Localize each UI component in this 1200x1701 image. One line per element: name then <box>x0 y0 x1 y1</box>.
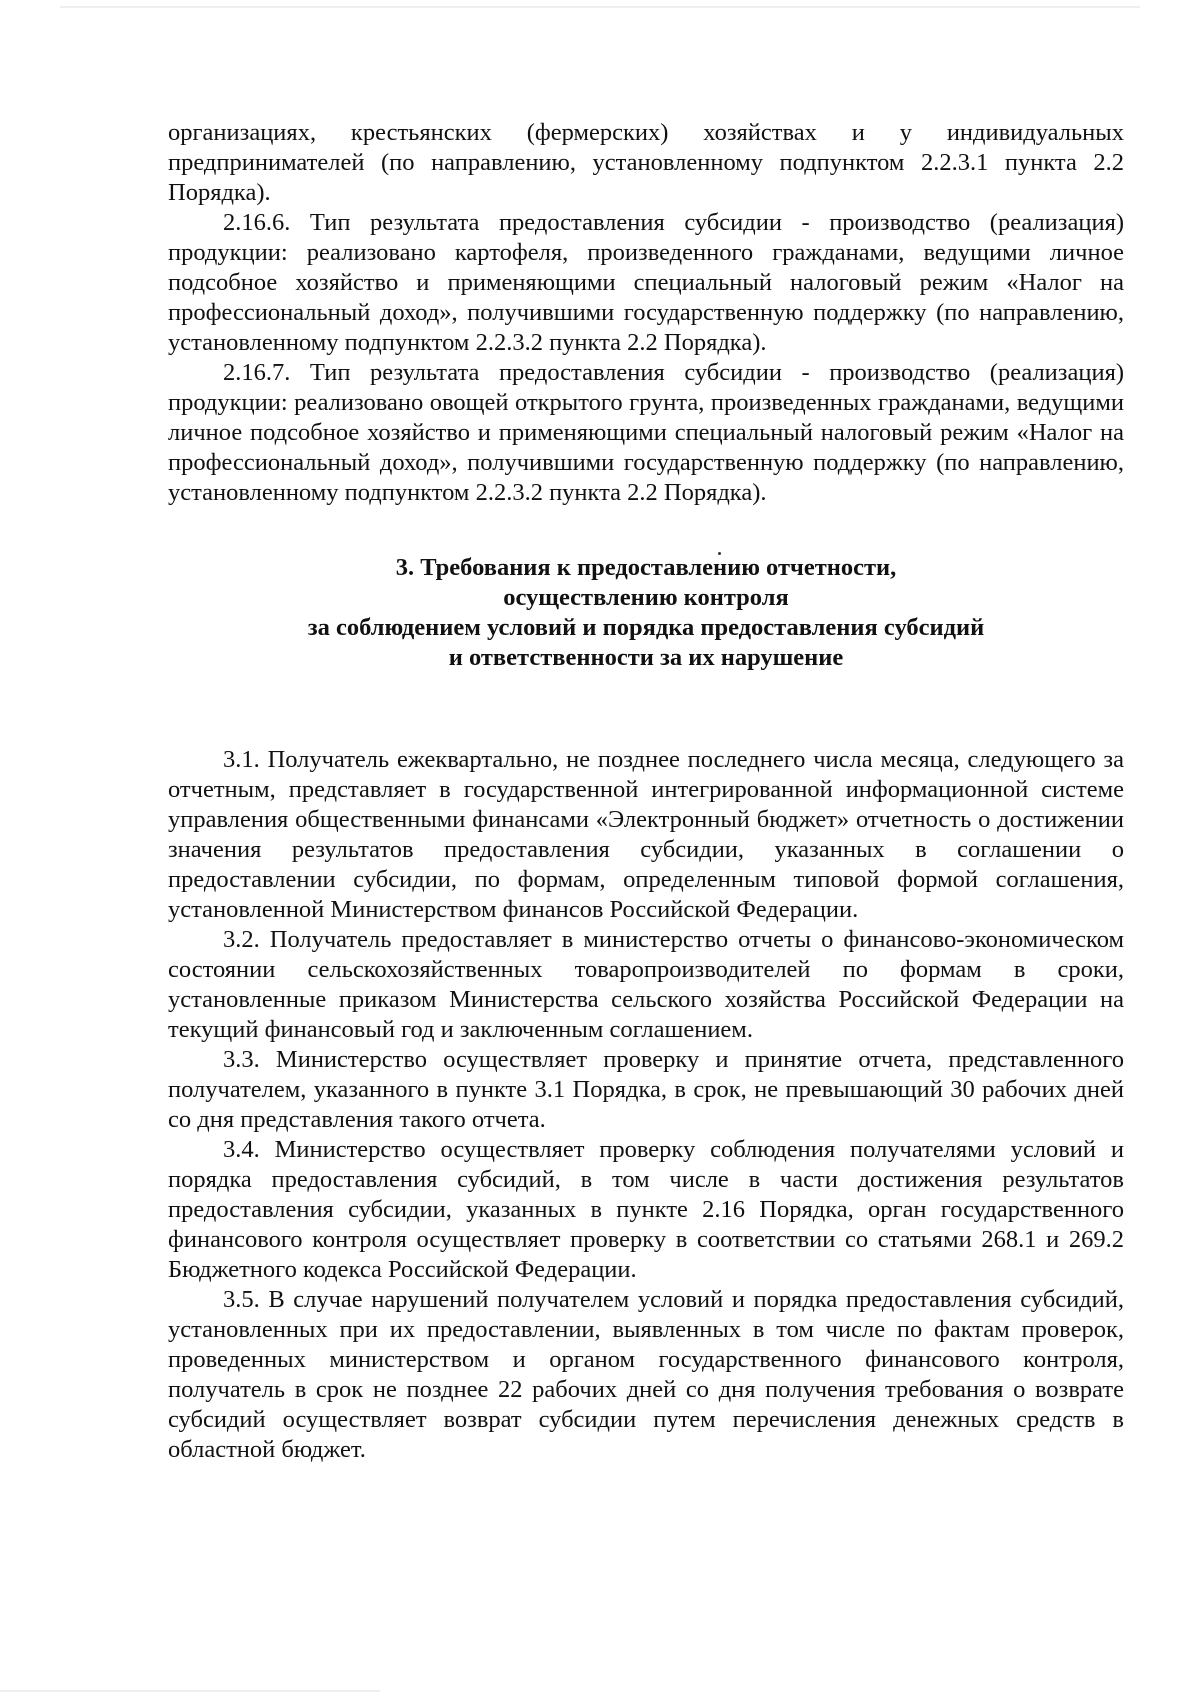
paragraph-3-3: 3.3. Министерство осуществляет проверку и принятие отчета, представленного получателем, указанного в пункте 3.1 Порядка, в срок, не превышающий 30 рабочих дней со дня представления такого отчета. <box>168 1046 1124 1133</box>
paragraph-3-5: 3.5. В случае нарушений получателем условий и порядка предоставления субсидий, установленных при их предоставлении, выявленных в том числе по фактам проверок, проведенных министерством и органом государственного финансового контроля, получатель в срок не позднее 22 рабочих дней со дня получения требования о возврате субсидий осуществляет возврат субсидии путем перечисления денежных средств в областной бюджет. <box>168 1286 1124 1463</box>
paragraph-3-4: 3.4. Министерство осуществляет проверку соблюдения получателями условий и порядка предоставления субсидий, в том числе в части достижения результатов предоставления субсидии, указанных в пункте 2.16 Порядка, орган государственного финансового контроля осуществляет проверку в соответствии со статьями 268.1 и 269.2 Бюджетного кодекса Российской Федерации. <box>168 1136 1124 1283</box>
section-heading-line-3: за соблюдением условий и порядка предоставления субсидий <box>307 614 985 641</box>
paragraph-2-16-7: 2.16.7. Тип результата предоставления субсидии - производство (реализация) продукции: реализовано овощей открытого грунта, произведенных гражданами, ведущими личное подсобное хозяйство и применяющими специальный налоговый режим «Налог на профессиональный доход», получившими государственную поддержку (по направлению, установленному подпунктом 2.2.3.2 пункта 2.2 Порядка). <box>168 359 1124 506</box>
scan-edge-bottom <box>0 1690 380 1692</box>
paragraph-3-2: 3.2. Получатель предоставляет в министерство отчеты о финансово-экономическом состоянии сельскохозяйственных товаропроизводителей по формам в сроки, установленные приказом Министерства сельского хозяйства Российской Федерации на текущий финансовый год и заключенным соглашением. <box>168 926 1124 1043</box>
section-heading-line-2: осуществлению контроля <box>503 584 789 611</box>
section-heading-line-1: 3. Требования к предоставлению отчетности, <box>395 554 897 581</box>
paragraph-continuation: организациях, крестьянских (фермерских) хозяйствах и у индивидуальных предпринимателей (по направлению, установленному подпунктом 2.2.3.1 пункта 2.2 Порядка). <box>168 119 1124 206</box>
section-heading <box>168 553 1124 673</box>
paragraph-2-16-6: 2.16.6. Тип результата предоставления субсидии - производство (реализация) продукции: реализовано картофеля, произведенного гражданами, ведущими личное подсобное хозяйство и применяющими специальный налоговый режим «Налог на профессиональный доход», получившими государственную поддержку (по направлению, установленному подпунктом 2.2.3.2 пункта 2.2 Порядка). <box>168 209 1124 356</box>
paragraph-3-1: 3.1. Получатель ежеквартально, не позднее последнего числа месяца, следующего за отчетным, представляет в государственной интегрированной информационной системе управления общественными финансами «Электронный бюджет» отчетность о достижении значения результатов предоставления субсидии, указанных в соглашении о предоставлении субсидии, по формам, определенным типовой формой соглашения, установленной Министерством финансов Российской Федерации. <box>168 746 1124 923</box>
document-page <box>168 118 1124 1465</box>
scan-edge-top <box>60 6 1140 8</box>
section-heading-line-4: и ответственности за их нарушение <box>448 644 844 671</box>
